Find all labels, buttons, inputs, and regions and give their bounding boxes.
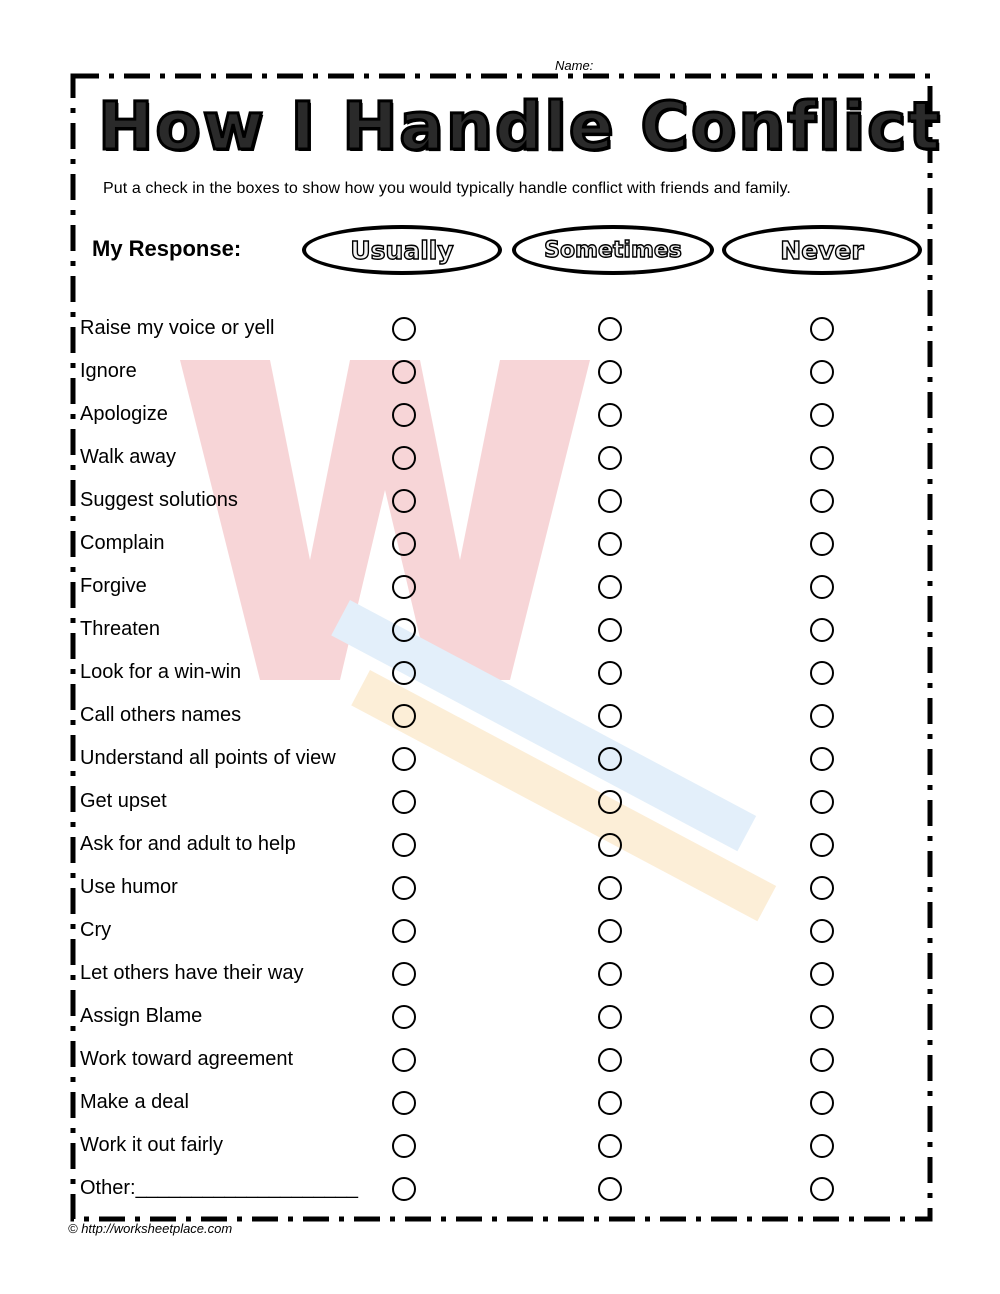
column-header-usually: Usually (302, 225, 502, 275)
checkbox-sometimes[interactable] (598, 1177, 622, 1201)
checkbox-never[interactable] (810, 919, 834, 943)
checkbox-sometimes[interactable] (598, 618, 622, 642)
checkbox-usually[interactable] (392, 876, 416, 900)
checkbox-never[interactable] (810, 317, 834, 341)
checkbox-never[interactable] (810, 489, 834, 513)
checkbox-never[interactable] (810, 876, 834, 900)
checkbox-usually[interactable] (392, 1134, 416, 1158)
checkbox-usually[interactable] (392, 489, 416, 513)
row-label: Complain (80, 532, 165, 554)
my-response-label: My Response: (92, 236, 242, 261)
checkbox-usually[interactable] (392, 532, 416, 556)
copyright-footer: © http://worksheetplace.com (68, 1221, 233, 1236)
checkbox-sometimes[interactable] (598, 790, 622, 814)
row-label: Get upset (80, 790, 167, 812)
checkbox-sometimes[interactable] (598, 661, 622, 685)
row-label: Cry (80, 919, 112, 941)
checkbox-usually[interactable] (392, 704, 416, 728)
checkbox-usually[interactable] (392, 1091, 416, 1115)
column-header-sometimes: Sometimes (512, 225, 714, 275)
page-title: How I Handle Conflict (98, 88, 942, 165)
checkbox-never[interactable] (810, 360, 834, 384)
checkbox-sometimes[interactable] (598, 1091, 622, 1115)
checkbox-sometimes[interactable] (598, 360, 622, 384)
row-label: Raise my voice or yell (80, 317, 275, 339)
checkbox-usually[interactable] (392, 747, 416, 771)
row-label: Walk away (80, 446, 176, 468)
checkbox-sometimes[interactable] (598, 403, 622, 427)
checkbox-usually[interactable] (392, 790, 416, 814)
checkbox-never[interactable] (810, 704, 834, 728)
checkbox-never[interactable] (810, 1091, 834, 1115)
row-label: Understand all points of view (80, 747, 336, 769)
checkbox-sometimes[interactable] (598, 1005, 622, 1029)
checkbox-sometimes[interactable] (598, 919, 622, 943)
checkbox-sometimes[interactable] (598, 446, 622, 470)
checkbox-sometimes[interactable] (598, 747, 622, 771)
row-label: Call others names (80, 704, 242, 726)
checkbox-never[interactable] (810, 446, 834, 470)
checkbox-never[interactable] (810, 618, 834, 642)
checkbox-usually[interactable] (392, 575, 416, 599)
checkbox-sometimes[interactable] (598, 962, 622, 986)
checkbox-never[interactable] (810, 1005, 834, 1029)
checkbox-never[interactable] (810, 790, 834, 814)
row-label: Work it out fairly (80, 1134, 223, 1156)
checkbox-never[interactable] (810, 1048, 834, 1072)
checkbox-usually[interactable] (392, 360, 416, 384)
row-label: Other:____________________ (80, 1177, 359, 1199)
checkbox-usually[interactable] (392, 618, 416, 642)
checkbox-usually[interactable] (392, 833, 416, 857)
checkbox-usually[interactable] (392, 317, 416, 341)
row-label: Ask for and adult to help (80, 833, 296, 855)
checkbox-sometimes[interactable] (598, 1134, 622, 1158)
row-label: Forgive (80, 575, 147, 597)
checkbox-sometimes[interactable] (598, 1048, 622, 1072)
checkbox-usually[interactable] (392, 446, 416, 470)
checkbox-usually[interactable] (392, 661, 416, 685)
row-label: Make a deal (80, 1091, 189, 1113)
column-header-never: Never (722, 225, 922, 275)
row-label: Threaten (80, 618, 161, 640)
checkbox-usually[interactable] (392, 403, 416, 427)
row-label: Use humor (80, 876, 178, 898)
row-label: Ignore (80, 360, 137, 382)
name-field-label: Name: (555, 58, 594, 73)
checkbox-never[interactable] (810, 747, 834, 771)
checkbox-never[interactable] (810, 1177, 834, 1201)
checkbox-usually[interactable] (392, 962, 416, 986)
checkbox-sometimes[interactable] (598, 489, 622, 513)
row-label: Look for a win-win (80, 661, 242, 683)
checkbox-usually[interactable] (392, 1048, 416, 1072)
checkbox-never[interactable] (810, 661, 834, 685)
checkbox-never[interactable] (810, 833, 834, 857)
checkbox-usually[interactable] (392, 1005, 416, 1029)
row-label: Let others have their way (80, 962, 304, 984)
row-label: Suggest solutions (80, 489, 238, 511)
checkbox-never[interactable] (810, 532, 834, 556)
checkbox-sometimes[interactable] (598, 704, 622, 728)
row-label: Assign Blame (80, 1005, 203, 1027)
checkbox-sometimes[interactable] (598, 317, 622, 341)
checkbox-usually[interactable] (392, 919, 416, 943)
checkbox-never[interactable] (810, 962, 834, 986)
checkbox-never[interactable] (810, 403, 834, 427)
checkbox-sometimes[interactable] (598, 876, 622, 900)
instructions-text: Put a check in the boxes to show how you would typically handle conflict with friends and family. (103, 180, 791, 197)
checkbox-never[interactable] (810, 575, 834, 599)
row-label: Work toward agreement (80, 1048, 294, 1070)
checkbox-sometimes[interactable] (598, 833, 622, 857)
row-label: Apologize (80, 403, 168, 425)
checkbox-never[interactable] (810, 1134, 834, 1158)
checkbox-sometimes[interactable] (598, 532, 622, 556)
checkbox-sometimes[interactable] (598, 575, 622, 599)
checkbox-usually[interactable] (392, 1177, 416, 1201)
